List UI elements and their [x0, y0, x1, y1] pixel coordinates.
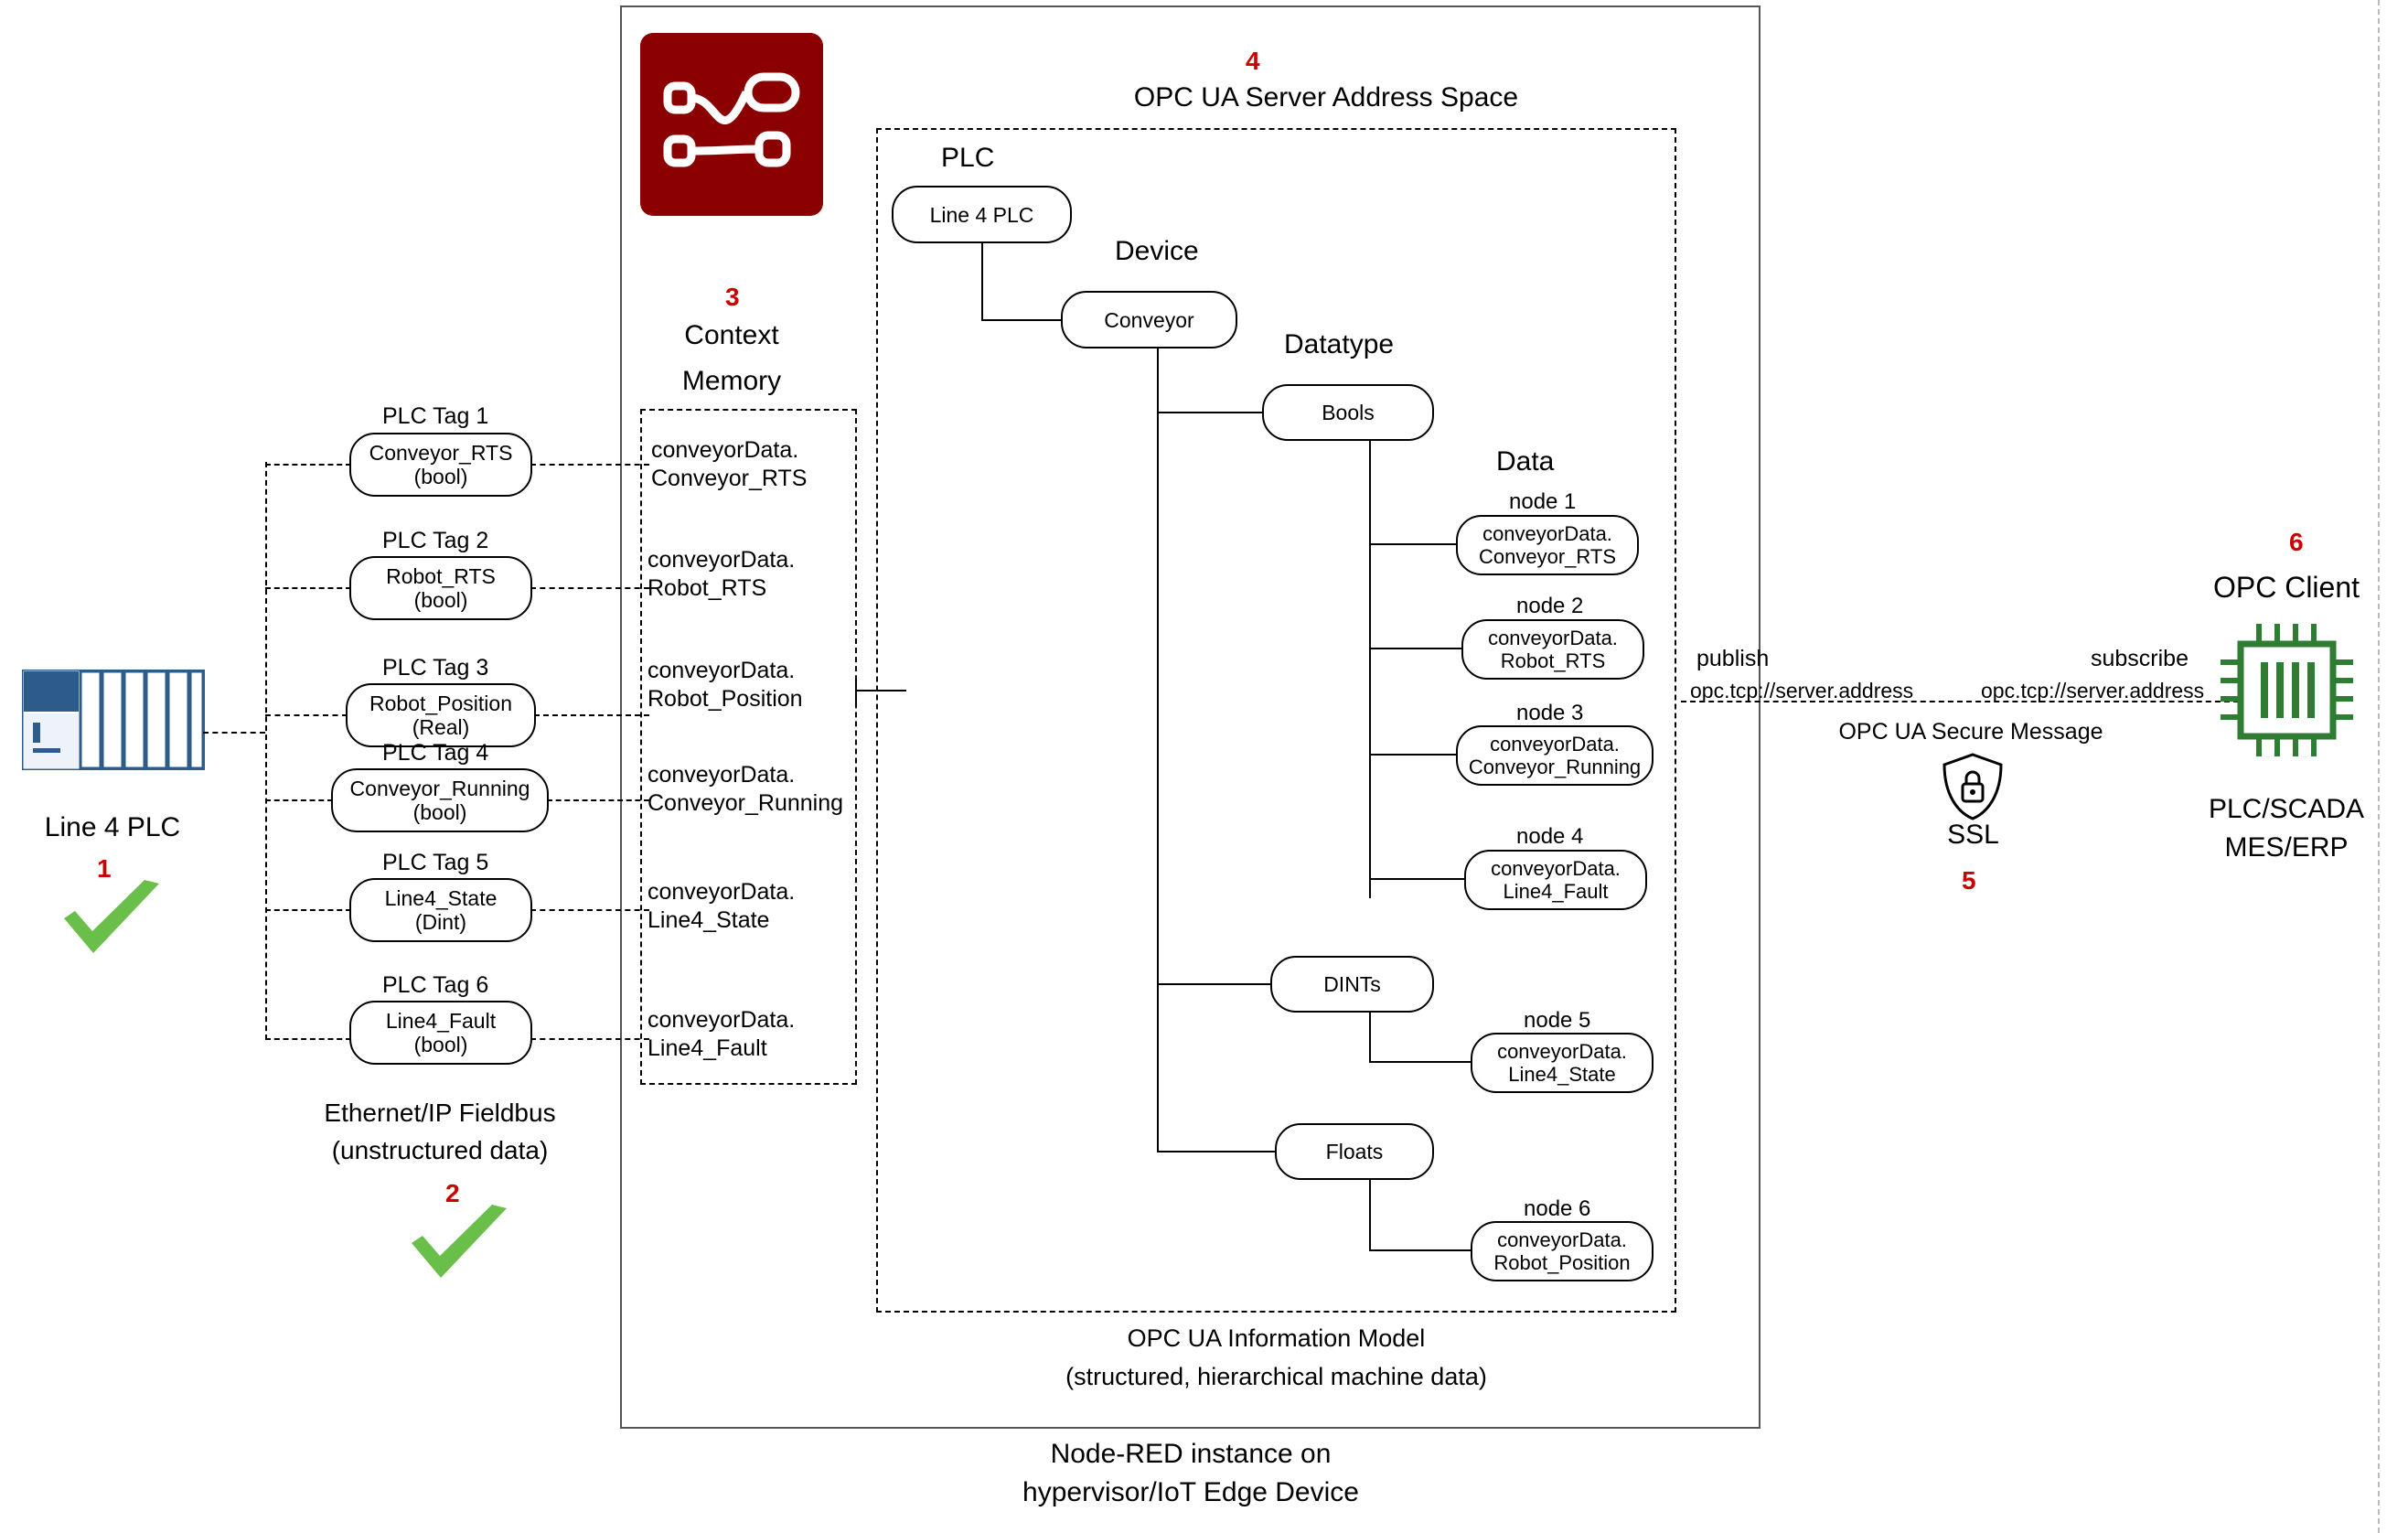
context-memory-box	[640, 409, 857, 1085]
node-2-line1: conveyorData.	[1488, 627, 1618, 649]
context-memory-title-line2: Memory	[681, 366, 782, 396]
tag-5-type: (Dint)	[414, 910, 467, 934]
tag-6-type: (bool)	[413, 1033, 468, 1056]
step-number-1: 1	[97, 854, 112, 883]
node-red-logo	[640, 33, 823, 216]
node-line4-plc[interactable]: Line 4 PLC	[892, 186, 1072, 243]
address-space-title: OPC UA Server Address Space	[1133, 82, 1519, 113]
fieldbus-branch-5	[265, 909, 351, 911]
fieldbus-branch-6	[265, 1038, 351, 1040]
node-4-line1: conveyorData.	[1491, 857, 1621, 880]
edge-plc-conveyor-horizontal	[981, 319, 1063, 321]
node-1-caption: node 1	[1509, 489, 1577, 514]
tag-1-name: Conveyor_RTS	[369, 441, 513, 465]
node-6-line2: Robot_Position	[1493, 1251, 1631, 1274]
edge-bools-node4	[1369, 878, 1466, 880]
tag-4-caption: PLC Tag 4	[382, 740, 489, 766]
tag-2-to-context	[530, 587, 649, 589]
tag-5[interactable]	[349, 878, 532, 942]
context-entry-4-line2: Conveyor_Running	[647, 790, 844, 816]
context-entry-1-line1: conveyorData.	[651, 437, 799, 463]
context-entry-5-line2: Line4_State	[647, 907, 770, 933]
fieldbus-branch-1	[265, 464, 351, 466]
device-group-label: Device	[1115, 236, 1199, 266]
context-entry-2-line2: Robot_RTS	[647, 575, 767, 601]
checkmark-1-icon	[57, 878, 166, 960]
plc-group-label: PLC	[941, 143, 995, 173]
step-number-5: 5	[1962, 866, 1976, 895]
context-connector-stub	[855, 677, 857, 704]
edge-conveyor-bools	[1157, 412, 1264, 413]
page-right-edge	[2378, 0, 2380, 1533]
step-number-4: 4	[1246, 47, 1260, 75]
tag-3[interactable]	[346, 683, 536, 747]
node-3-line1: conveyorData.	[1490, 733, 1620, 756]
node-5-caption: node 5	[1524, 1008, 1591, 1033]
opc-client-chip-icon	[2211, 615, 2362, 766]
node-5-line2: Line4_State	[1508, 1063, 1616, 1086]
node-6-caption: node 6	[1524, 1196, 1591, 1221]
fieldbus-plc-link	[203, 732, 265, 734]
tag-2-caption: PLC Tag 2	[382, 528, 489, 553]
node-6[interactable]	[1471, 1221, 1653, 1281]
datatype-group-label: Datatype	[1284, 329, 1395, 359]
tag-3-name: Robot_Position	[369, 691, 512, 715]
tag-6-to-context	[530, 1038, 649, 1040]
tag-4-type: (bool)	[412, 800, 467, 824]
plc-hardware-icon	[22, 670, 205, 770]
tag-2[interactable]	[349, 556, 532, 620]
node-red-caption-line1: Node-RED instance on	[1050, 1439, 1332, 1469]
step-number-6: 6	[2289, 528, 2304, 556]
edge-plc-conveyor-vertical	[981, 243, 983, 320]
information-model-caption-line2: (structured, hierarchical machine data)	[1065, 1363, 1487, 1390]
publish-address: opc.tcp://server.address	[1690, 679, 1914, 702]
node-conveyor[interactable]: Conveyor	[1061, 291, 1237, 348]
tag-1-to-context	[530, 464, 649, 466]
node-4[interactable]	[1464, 850, 1647, 910]
fieldbus-branch-4	[265, 799, 333, 801]
edge-bools-trunk	[1369, 441, 1371, 898]
node-2[interactable]	[1461, 619, 1644, 680]
context-entry-3-line1: conveyorData.	[647, 658, 796, 683]
subscribe-label: subscribe	[2091, 646, 2189, 671]
information-model-caption-line1: OPC UA Information Model	[1127, 1324, 1426, 1352]
tag-5-caption: PLC Tag 5	[382, 850, 489, 875]
node-3-line2: Conveyor_Running	[1468, 756, 1642, 778]
plc-hardware-label: Line 4 PLC	[44, 812, 181, 842]
step-number-3: 3	[725, 283, 740, 311]
edge-floats-trunk	[1369, 1180, 1371, 1251]
node-5-line1: conveyorData.	[1497, 1040, 1627, 1063]
tag-1[interactable]	[349, 433, 532, 497]
node-4-line2: Line4_Fault	[1503, 880, 1609, 903]
node-2-line2: Robot_RTS	[1500, 649, 1606, 672]
node-3[interactable]	[1456, 725, 1653, 786]
node-1-line1: conveyorData.	[1482, 522, 1612, 545]
tag-3-type: (Real)	[412, 715, 470, 739]
node-red-caption-line2: hypervisor/IoT Edge Device	[1022, 1477, 1359, 1507]
tag-2-type: (bool)	[413, 588, 468, 612]
edge-dints-node5	[1369, 1061, 1472, 1063]
data-group-label: Data	[1496, 446, 1555, 477]
tag-1-type: (bool)	[413, 465, 468, 488]
fieldbus-branch-3	[265, 714, 348, 716]
publish-label: publish	[1696, 646, 1770, 671]
edge-bools-node1	[1369, 543, 1458, 545]
context-entry-4-line1: conveyorData.	[647, 762, 796, 788]
tag-6-name: Line4_Fault	[385, 1009, 497, 1033]
tag-2-name: Robot_RTS	[386, 564, 496, 588]
fieldbus-caption-line2: (unstructured data)	[331, 1136, 549, 1164]
opc-client-title: OPC Client	[2212, 571, 2360, 604]
fieldbus-branch-2	[265, 587, 351, 589]
ssl-label: SSL	[1947, 820, 1999, 850]
edge-conveyor-trunk	[1157, 348, 1159, 1152]
tag-3-caption: PLC Tag 3	[382, 655, 489, 681]
context-memory-title-line1: Context	[684, 320, 779, 350]
node-floats[interactable]: Floats	[1275, 1123, 1434, 1180]
node-1[interactable]	[1456, 515, 1639, 575]
edge-conveyor-floats	[1157, 1151, 1277, 1152]
context-entry-6-line1: conveyorData.	[647, 1007, 796, 1033]
ssl-lock-icon	[1941, 752, 2005, 821]
checkmark-2-icon	[404, 1203, 514, 1285]
node-bools[interactable]: Bools	[1262, 384, 1434, 441]
node-1-line2: Conveyor_RTS	[1479, 545, 1616, 568]
edge-floats-node6	[1369, 1249, 1472, 1251]
node-3-caption: node 3	[1516, 701, 1584, 725]
tag-6-caption: PLC Tag 6	[382, 972, 489, 998]
node-4-caption: node 4	[1516, 824, 1584, 849]
fieldbus-caption-line1: Ethernet/IP Fieldbus	[324, 1099, 556, 1127]
edge-dints-trunk	[1369, 1013, 1371, 1063]
tag-4-name: Conveyor_Running	[349, 777, 530, 800]
context-entry-2-line1: conveyorData.	[647, 547, 796, 573]
context-entry-1-line2: Conveyor_RTS	[651, 466, 808, 491]
tag-6[interactable]	[349, 1001, 532, 1065]
tag-3-to-context	[534, 714, 649, 716]
tag-5-name: Line4_State	[384, 886, 498, 910]
node-2-caption: node 2	[1516, 594, 1584, 618]
opc-client-caption-line1: PLC/SCADA	[2208, 794, 2365, 824]
subscribe-address: opc.tcp://server.address	[1981, 679, 2205, 702]
edge-bools-node2	[1369, 648, 1463, 649]
tag-4-to-context	[547, 799, 649, 801]
tag-5-to-context	[530, 909, 649, 911]
node-5[interactable]	[1471, 1033, 1653, 1093]
fieldbus-trunk	[265, 462, 267, 1040]
step-number-2: 2	[445, 1179, 460, 1207]
context-entry-5-line1: conveyorData.	[647, 879, 796, 905]
tag-1-caption: PLC Tag 1	[382, 403, 489, 429]
context-entry-6-line2: Line4_Fault	[647, 1035, 767, 1061]
opc-client-caption-line2: MES/ERP	[2224, 832, 2349, 863]
edge-bools-node3	[1369, 754, 1458, 756]
edge-conveyor-dints	[1157, 983, 1272, 985]
node-6-line1: conveyorData.	[1497, 1228, 1627, 1251]
node-dints[interactable]: DINTs	[1270, 956, 1434, 1013]
context-entry-3-line2: Robot_Position	[647, 686, 803, 712]
secure-message-label: OPC UA Secure Message	[1838, 719, 2103, 745]
tag-4[interactable]	[331, 768, 549, 832]
